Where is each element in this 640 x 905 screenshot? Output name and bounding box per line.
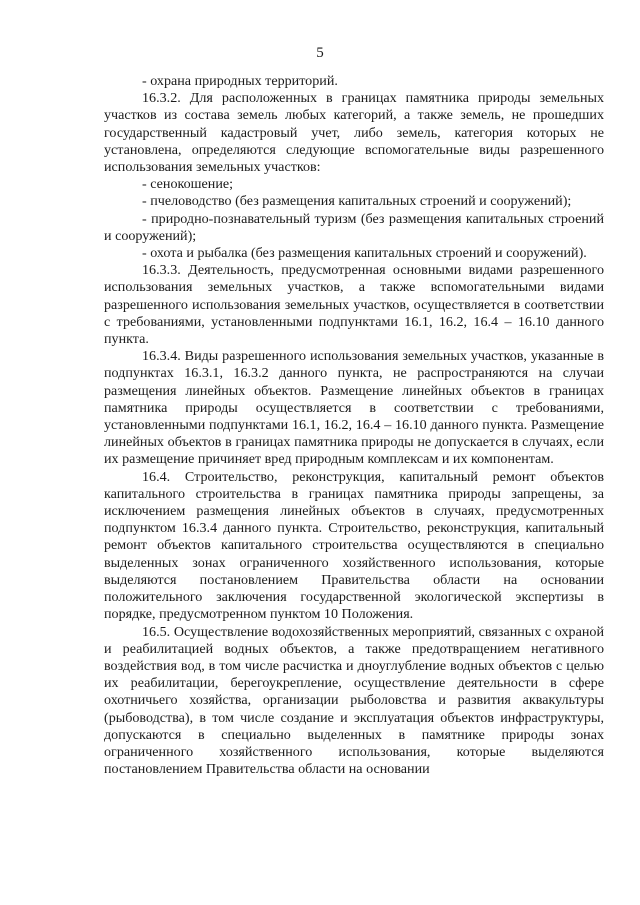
paragraph-16-3-4: 16.3.4. Виды разрешенного использования земельных участков, указанные в подпунктах 16.3.1, 16.3.2 данного пункта, не распространяются на случаи размещения линейных объектов. Размещение линейных объектов в границах памятника природы осуществляется в соответствии с требованиями, установленными подпунктами 16.1, 16.2, 16.4 – 16.10 данного пункта. Размещение линейных объектов в границах памятника природы не допускается в случаях, если их размещение причиняет вред природным комплексам и их компонентам. xyxy=(104,348,604,468)
document-body xyxy=(104,73,604,778)
paragraph-list-item: - природно-познавательный туризм (без размещения капитальных строений и сооружений); xyxy=(104,210,604,244)
paragraph-list-item: - сенокошение; xyxy=(142,176,234,193)
paragraph-16-3-2: 16.3.2. Для расположенных в границах памятника природы земельных участков из состава земель любых категорий, а также земель, не прошедших государственный кадастровый учет, либо земель, категория которых не установлена, определяются следующие вспомогательные виды разрешенного использования земельных участков: xyxy=(104,90,604,176)
paragraph-16-3-3: 16.3.3. Деятельность, предусмотренная основными видами разрешенного использования земельных участков, а также вспомогательными видами разрешенного использования земельных участков, осуществляется в соответствии с требованиями, установленными подпунктами 16.1, 16.2, 16.4 – 16.10 данного пункта. xyxy=(104,262,604,348)
page-number: 5 xyxy=(316,45,324,61)
paragraph-16-4: 16.4. Строительство, реконструкция, капитальный ремонт объектов капитального строительства в границах памятника природы запрещены, за исключением размещения линейных объектов в случаях, предусмотренных подпунктом 16.3.4 данного пункта. Строительство, реконструкция, капитальный ремонт объектов капитального строительства осуществляются в специально выделенных зонах ограниченного хозяйственного использования, которые выделяются постановлением Правительства области на основании положительного заключения государственной экологической экспертизы в порядке, предусмотренном пунктом 10 Положения. xyxy=(104,468,604,623)
paragraph-list-item: - охрана природных территорий. xyxy=(142,73,338,89)
paragraph-16-5: 16.5. Осуществление водохозяйственных мероприятий, связанных с охраной и реабилитацией водных объектов, а также предотвращением негативного воздействия вод, в том числе расчистка и дноуглубление водных объектов с целью их реабилитации, берегоукрепление, осуществление деятельности в сфере охотничьего хозяйства, организации рыболовства и развития аквакультуры (рыбоводства), в том числе создание и эксплуатация объектов инфраструктуры, допускаются в специально выделенных в памятнике природы зонах ограниченного хозяйственного использования, которые выделяются постановлением Правительства области на основании xyxy=(104,623,604,778)
paragraph-list-item: - охота и рыбалка (без размещения капитальных строений и сооружений). xyxy=(142,245,587,262)
paragraph-list-item: - пчеловодство (без размещения капитальных строений и сооружений); xyxy=(142,193,572,210)
